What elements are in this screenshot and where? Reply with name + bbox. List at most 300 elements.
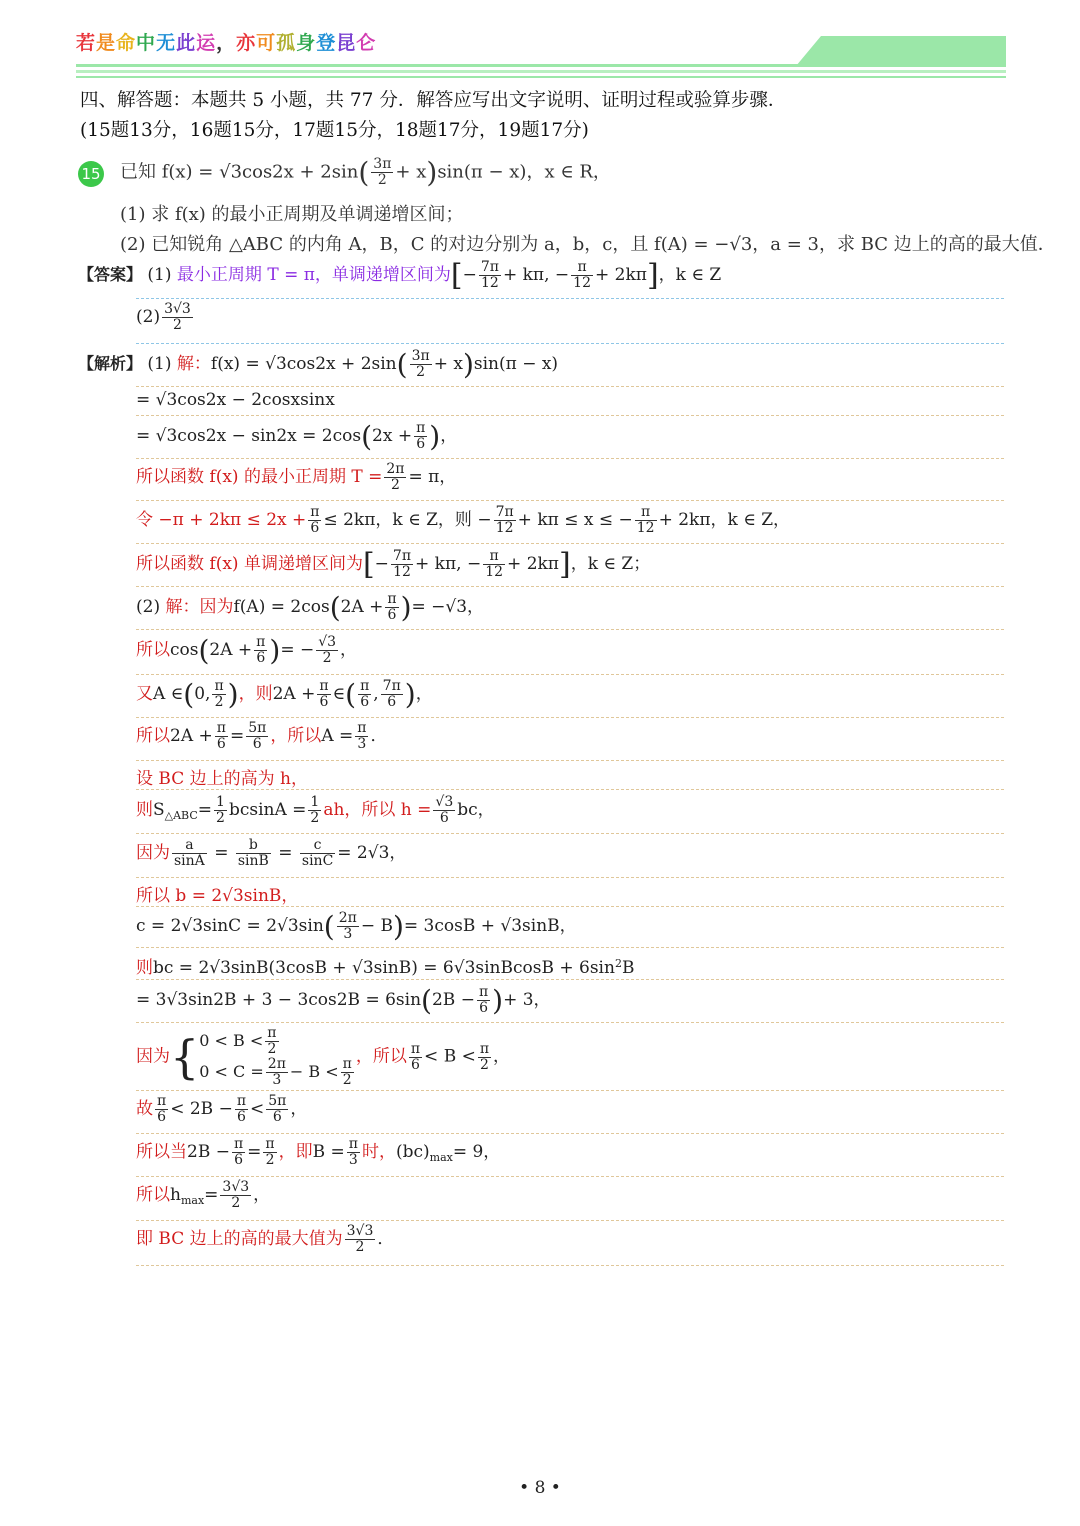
fraction-numerator: 3√3 bbox=[346, 1223, 374, 1239]
l9-g: ， bbox=[415, 684, 433, 704]
fraction-denominator: 6 bbox=[216, 736, 226, 752]
frac-pi-2 bbox=[212, 679, 225, 710]
fraction-numerator: π bbox=[214, 678, 224, 694]
fraction-denominator: 12 bbox=[636, 520, 655, 536]
fraction-numerator: π bbox=[387, 591, 397, 607]
frac-1-2 bbox=[214, 795, 227, 826]
l9-a: 又 bbox=[136, 684, 153, 704]
fraction-numerator: π bbox=[342, 1056, 352, 1072]
l6-a: 所以函数 f(x) 单调递增区间为 bbox=[136, 554, 363, 574]
l12-c: = bbox=[197, 800, 213, 820]
l3-c: ， bbox=[440, 426, 458, 446]
fraction-numerator: π bbox=[635, 505, 657, 521]
analysis-line-3: = √3cos2x − sin2x = 2cos(2x + $\frac{\pi}{6}$ )， bbox=[136, 420, 458, 453]
fraction-denominator: 2 bbox=[216, 810, 225, 826]
frac-pi-3 bbox=[355, 721, 368, 752]
fraction-denominator: 6 bbox=[410, 1056, 420, 1073]
fraction-numerator: π bbox=[267, 1025, 277, 1041]
frac-pi-2 bbox=[265, 1026, 278, 1057]
section-title bbox=[80, 86, 786, 146]
answer-1-end: + 2kπ bbox=[594, 265, 647, 285]
l6-d: ，k ∈ Z； bbox=[570, 554, 651, 574]
frac-3sqrt3-2 bbox=[220, 1180, 251, 1211]
slogan-char: 命 bbox=[116, 32, 137, 54]
slogan-char: 若 bbox=[76, 32, 97, 54]
divider bbox=[136, 1022, 1004, 1023]
l4-b: = π， bbox=[408, 467, 457, 487]
divider bbox=[136, 543, 1004, 544]
l22-a: 即 BC 边上的高的最大值为 bbox=[136, 1229, 343, 1249]
fraction-denominator: 6 bbox=[252, 736, 262, 752]
inequality-system bbox=[199, 1026, 356, 1088]
slogan-char: 此 bbox=[176, 32, 197, 54]
l7-b: 解：因为 bbox=[165, 597, 234, 617]
frac-pi-12 bbox=[571, 260, 593, 291]
l1-b: 解： bbox=[176, 354, 211, 374]
frac-1-2 bbox=[308, 795, 321, 826]
l15-b: − B bbox=[360, 916, 393, 936]
stmt-b: + x bbox=[395, 161, 427, 183]
fraction-numerator: 1 bbox=[310, 794, 320, 810]
l9-c: 0, bbox=[194, 684, 211, 704]
divider bbox=[136, 717, 1004, 718]
answer-1-prefix: (1) bbox=[147, 265, 172, 285]
analysis-line-19 bbox=[136, 1094, 307, 1125]
fraction-denominator: 6 bbox=[157, 1109, 167, 1125]
analysis-line-6: 所以函数 f(x) 单调递增区间为[− $\frac{7\pi}{12}$ + kπ, − $\frac{\pi}{12}$ + 2kπ]，k ∈ Z； bbox=[136, 547, 651, 582]
analysis-line-12 bbox=[136, 795, 495, 826]
l5-b: ≤ 2kπ，k ∈ Z，则 − bbox=[323, 510, 492, 530]
frac-pi-6 bbox=[155, 1094, 168, 1125]
answer-line-2 bbox=[136, 302, 195, 333]
l3-a: = √3cos2x − sin2x = 2cos bbox=[136, 426, 362, 446]
l19-b: < 2B − bbox=[170, 1099, 233, 1119]
divider bbox=[136, 386, 1004, 387]
divider bbox=[136, 1220, 1004, 1221]
fraction-denominator: 6 bbox=[387, 694, 397, 710]
analysis-line-7: (2) 解：因为f(A) = 2cos(2A + $\frac{\pi}{6}$ )= −√3， bbox=[136, 591, 485, 624]
frac-2pi-2 bbox=[384, 462, 406, 493]
fraction-denominator: 6 bbox=[256, 650, 266, 666]
l3-b: 2x + bbox=[372, 426, 413, 446]
l17-a: = 3√3sin2B + 3 − 3cos2B = 6sin bbox=[136, 990, 422, 1010]
l8-a: 所以 bbox=[136, 640, 170, 660]
frac-pi-6 bbox=[254, 635, 267, 666]
l15-c: = 3cosB + √3sinB， bbox=[403, 916, 577, 936]
analysis-line-14: 所以 b = 2√3sinB， bbox=[136, 886, 299, 906]
l6-b: + kπ, − bbox=[415, 554, 482, 574]
analysis-line-20 bbox=[136, 1137, 500, 1168]
fraction-numerator: 5π bbox=[268, 1093, 287, 1109]
fraction-numerator: π bbox=[416, 420, 426, 436]
analysis-line-11: 设 BC 边上的高为 h， bbox=[136, 769, 308, 789]
l8-c: 2A + bbox=[209, 640, 253, 660]
l20-c: = bbox=[247, 1142, 262, 1162]
fraction-denominator: 2 bbox=[377, 172, 387, 188]
answer-2-prefix: (2) bbox=[136, 307, 161, 327]
divider bbox=[136, 1133, 1004, 1134]
analysis-line-15: c = 2√3sinC = 2√3sin( $\frac{2\pi}{3}$ − B)= 3cosB + √3sinB， bbox=[136, 910, 577, 943]
fraction-denominator: 6 bbox=[319, 694, 329, 710]
l18-s2a: 0 < C = bbox=[199, 1062, 264, 1081]
divider bbox=[136, 906, 1004, 907]
analysis-line-5 bbox=[136, 505, 790, 536]
l16-c: B bbox=[621, 958, 635, 978]
l6-c: + 2kπ bbox=[507, 554, 559, 574]
fraction-denominator: sinC bbox=[301, 853, 334, 869]
fraction-denominator: 2 bbox=[355, 1239, 365, 1255]
slogan-char: 是 bbox=[96, 32, 117, 54]
analysis-line-9: 又A ∈(0, $\frac{\pi}{2}$ )，则2A + $\frac{\pi}{6}$ ∈( $\frac{\pi}{6}$ , $\frac{7\pi}{6}$ )， bbox=[136, 678, 433, 711]
fraction-numerator: π bbox=[236, 1093, 247, 1109]
fraction-denominator: 2 bbox=[416, 364, 426, 380]
fraction-denominator: 3 bbox=[357, 736, 367, 752]
analysis-line-21 bbox=[136, 1180, 270, 1211]
frac-sqrt3-6 bbox=[433, 795, 455, 826]
divider bbox=[136, 1176, 1004, 1177]
l9-d: ，则 bbox=[238, 684, 273, 704]
question-2: (2) 已知锐角 △ABC 的内角 A，B，C 的对边分别为 a，b，c，且 f(A) = −√3，a = 3，求 BC 边上的高的最大值． bbox=[120, 234, 1056, 255]
l16-b: bc = 2√3sinB(3cosB + √3sinB) = 6√3sinBcosB + 6sin bbox=[153, 958, 615, 978]
fraction-numerator: π bbox=[483, 549, 505, 565]
fraction-denominator: sinB bbox=[237, 853, 269, 869]
l18-s2b: − B < bbox=[289, 1062, 339, 1081]
slogan-char: 运 bbox=[196, 32, 217, 54]
fraction-denominator: 6 bbox=[439, 810, 449, 826]
l5-d: + 2kπ，k ∈ Z， bbox=[658, 510, 791, 530]
fraction-denominator: 2 bbox=[265, 1152, 275, 1168]
stmt-a: 已知 f(x) = √3cos2x + 2sin bbox=[120, 161, 359, 183]
fraction-numerator: π bbox=[310, 504, 320, 520]
answer-1-tail: ，k ∈ Z bbox=[658, 265, 722, 285]
fraction-numerator: 2π bbox=[386, 461, 405, 477]
frac-7pi-12 bbox=[494, 505, 516, 536]
l8-b: cos bbox=[170, 640, 199, 660]
l18-c: < B < bbox=[424, 1046, 476, 1067]
l18-d: ， bbox=[493, 1046, 511, 1067]
fraction-numerator: 7π bbox=[392, 548, 412, 564]
l9-e: 2A + bbox=[272, 684, 316, 704]
l1-c: f(x) = √3cos2x + 2sin bbox=[210, 354, 397, 374]
fraction-denominator: 2 bbox=[267, 1041, 277, 1057]
l20-e: B = bbox=[312, 1142, 345, 1162]
l10-b: 2A + bbox=[170, 726, 213, 746]
divider bbox=[136, 789, 1004, 790]
fraction-numerator: 3√3 bbox=[222, 1179, 250, 1195]
frac-sqrt3-2 bbox=[316, 635, 338, 666]
frac-c-sinC bbox=[300, 838, 335, 869]
divider bbox=[136, 833, 1004, 834]
l22-b: ． bbox=[377, 1229, 395, 1249]
l20-sub: max bbox=[429, 1151, 453, 1164]
fraction-numerator: √3 bbox=[435, 794, 454, 810]
frac-pi-12 bbox=[483, 549, 505, 580]
fraction-denominator: 2 bbox=[342, 1072, 352, 1088]
fraction-numerator: 3π bbox=[411, 348, 430, 364]
l21-b: h bbox=[170, 1185, 181, 1205]
l19-d: ， bbox=[290, 1099, 308, 1119]
l7-a: (2) bbox=[136, 597, 161, 617]
divider bbox=[136, 586, 1004, 587]
l21-c: = bbox=[204, 1185, 219, 1205]
divider bbox=[136, 1265, 1004, 1266]
answer-1-text: 最小正周期 T = π，单调递增区间为 bbox=[176, 265, 451, 285]
slogan-char: 昆 bbox=[336, 32, 357, 54]
stmt-c: sin(π − x)，x ∈ R， bbox=[437, 161, 611, 183]
frac-5pi-6 bbox=[266, 1094, 288, 1125]
frac-pi-2 bbox=[478, 1042, 491, 1073]
divider bbox=[136, 458, 1004, 459]
l10-c: = bbox=[229, 726, 245, 746]
frac-b-sinB bbox=[236, 838, 271, 869]
fraction-denominator: 6 bbox=[272, 1109, 282, 1125]
l15-a: c = 2√3sinC = 2√3sin bbox=[136, 916, 324, 936]
fraction-numerator: 7π bbox=[495, 504, 514, 520]
question-1: (1) 求 f(x) 的最小正周期及单调递增区间； bbox=[120, 204, 464, 225]
fraction-denominator: 2 bbox=[322, 650, 332, 666]
l20-d: ，即 bbox=[278, 1142, 313, 1162]
fraction-denominator: 2 bbox=[390, 477, 400, 493]
frac-3pi-2 bbox=[371, 157, 393, 188]
analysis-line-10 bbox=[136, 721, 387, 752]
answer-2-den: 2 bbox=[173, 317, 182, 333]
l8-e: ， bbox=[340, 640, 358, 660]
page-number: • 8 • bbox=[519, 1478, 561, 1498]
l19-c: < bbox=[250, 1099, 265, 1119]
frac-3pi-2 bbox=[410, 349, 432, 380]
fraction-denominator: 3 bbox=[272, 1072, 282, 1088]
fraction-denominator: 3 bbox=[348, 1152, 358, 1168]
section-title-line2: (15题13分，16题15分，17题15分，18题17分，19题17分) bbox=[80, 120, 589, 141]
divider bbox=[136, 343, 1004, 344]
l9-b: A ∈ bbox=[153, 684, 184, 704]
fraction-denominator: 6 bbox=[360, 694, 370, 710]
frac-7pi-12 bbox=[479, 260, 501, 291]
section-title-line1: 四、解答题：本题共 5 小题，共 77 分．解答应写出文字说明、证明过程或验算步骤． bbox=[80, 90, 787, 111]
fraction-numerator: 2π bbox=[267, 1056, 286, 1072]
analysis-line-13: 因为 $\frac{a}{\sin A}$ = $\frac{b}{\sin B}$ = $\frac{c}{\sin C}$ = 2√3， bbox=[136, 837, 407, 869]
frac-7pi-6 bbox=[381, 679, 403, 710]
l19-a: 故 bbox=[136, 1099, 153, 1119]
l18-s1a: 0 < B < bbox=[199, 1031, 264, 1050]
slogan-char: 无 bbox=[156, 32, 177, 54]
frac-pi-6 bbox=[358, 679, 371, 710]
frac-7pi-12 bbox=[391, 549, 413, 580]
divider bbox=[136, 760, 1004, 761]
frac-pi-6 bbox=[477, 985, 490, 1016]
l10-a: 所以 bbox=[136, 726, 170, 746]
fraction-denominator: 6 bbox=[236, 1109, 246, 1125]
fraction-denominator: 12 bbox=[393, 564, 411, 580]
answer-2-num: 3√3 bbox=[164, 301, 191, 317]
frac-2pi-3 bbox=[337, 911, 359, 942]
l12-e: ah，所以 h = bbox=[323, 800, 432, 820]
answer-line-1: 【答案】 (1) 最小正周期 T = π，单调递增区间为[− $\frac{7\pi}{12}$ + kπ, − $\frac{\pi}{12}$ + 2kπ]，k ∈ Z bbox=[78, 258, 722, 293]
fraction-numerator: π bbox=[157, 1093, 167, 1109]
header-decoration-band bbox=[76, 36, 1006, 82]
problem-number-badge: 15 bbox=[78, 161, 104, 187]
fraction-denominator: 2 bbox=[214, 694, 224, 710]
slogan-char: 可 bbox=[256, 32, 277, 54]
l20-h: = 9， bbox=[452, 1142, 501, 1162]
l12-f: bc， bbox=[457, 800, 495, 820]
fraction-numerator: π bbox=[478, 984, 489, 1000]
fraction-numerator: 7π bbox=[382, 678, 401, 694]
problem-statement: 已知 f(x) = √3cos2x + 2sin( $\frac{3\pi}{2}$ + x)sin(π − x)，x ∈ R， bbox=[120, 156, 611, 189]
fraction-denominator: 6 bbox=[387, 607, 397, 623]
frac-pi-6 bbox=[308, 505, 321, 536]
fraction-denominator: 2 bbox=[310, 810, 320, 826]
analysis-line-2: = √3cos2x − 2cosxsinx bbox=[136, 390, 335, 410]
frac-a-sinA bbox=[172, 838, 207, 869]
frac-pi-6 bbox=[409, 1042, 422, 1073]
divider bbox=[136, 298, 1004, 299]
answer-1-mid: + kπ, − bbox=[502, 265, 570, 285]
l17-c: + 3， bbox=[503, 990, 551, 1010]
l10-e: A = bbox=[321, 726, 354, 746]
analysis-tag: 【解析】 bbox=[78, 354, 143, 373]
divider bbox=[136, 629, 1004, 630]
slogan-char: ， bbox=[216, 32, 237, 54]
fraction-numerator: π bbox=[410, 1040, 421, 1057]
fraction-denominator: 12 bbox=[495, 520, 514, 536]
l9-f: ∈ bbox=[332, 684, 346, 704]
fraction-denominator: 6 bbox=[234, 1152, 244, 1168]
fraction-numerator: π bbox=[216, 720, 226, 736]
answer-2-fraction bbox=[162, 302, 193, 333]
fraction-denominator: 12 bbox=[485, 564, 504, 580]
l1-d: + x bbox=[433, 354, 463, 374]
analysis-line-22 bbox=[136, 1224, 394, 1255]
frac-pi-12 bbox=[635, 505, 657, 536]
divider bbox=[136, 947, 1004, 948]
l13-a: 因为 bbox=[136, 843, 170, 863]
fraction-numerator: 7π bbox=[480, 259, 499, 275]
frac-pi-2 bbox=[263, 1137, 276, 1168]
fraction-denominator: 6 bbox=[479, 1000, 489, 1016]
slogan-char: 中 bbox=[136, 32, 157, 54]
frac-pi-6 bbox=[385, 592, 398, 623]
l10-f: ． bbox=[370, 726, 388, 746]
l21-sub: max bbox=[180, 1194, 205, 1207]
analysis-line-16 bbox=[136, 953, 634, 978]
l5-a: 令 −π + 2kπ ≤ 2x + bbox=[136, 510, 307, 530]
fraction-denominator: 2 bbox=[231, 1195, 241, 1211]
analysis-line-17: = 3√3sin2B + 3 − 3cos2B = 6sin(2B − $\frac{\pi}{6}$ )+ 3， bbox=[136, 984, 551, 1017]
fraction-denominator: 12 bbox=[573, 275, 591, 291]
fraction-numerator: 5π bbox=[248, 720, 267, 736]
l7-d: 2A + bbox=[340, 597, 384, 617]
fraction-numerator: 3π bbox=[373, 156, 392, 172]
fraction-numerator: π bbox=[233, 1136, 244, 1152]
l4-a: 所以函数 f(x) 的最小正周期 T = bbox=[136, 467, 383, 487]
frac-5pi-6 bbox=[246, 721, 268, 752]
fraction-numerator: 2π bbox=[338, 910, 357, 926]
divider bbox=[136, 877, 1004, 878]
fraction-numerator: a bbox=[172, 838, 207, 854]
frac-pi-6 bbox=[414, 421, 427, 452]
l16-sup: 2 bbox=[614, 957, 622, 970]
l12-b: S bbox=[153, 800, 165, 820]
l16-a: 则 bbox=[136, 958, 153, 978]
frac-pi-3 bbox=[347, 1137, 360, 1168]
frac-pi-6 bbox=[235, 1094, 248, 1125]
analysis-line-1: 【解析】 (1) 解：f(x) = √3cos2x + 2sin( $\frac{3\pi}{2}$ + x)sin(π − x) bbox=[78, 348, 559, 381]
fraction-numerator: √3 bbox=[318, 634, 337, 650]
l8-d: = − bbox=[280, 640, 315, 660]
frac-3sqrt3-2 bbox=[345, 1224, 376, 1255]
frac-pi-6 bbox=[215, 721, 228, 752]
divider bbox=[136, 979, 1004, 980]
fraction-numerator: b bbox=[236, 838, 271, 854]
slogan-char: 孤 bbox=[276, 32, 297, 54]
l13-b: = 2√3， bbox=[337, 843, 407, 863]
l18-b: ，所以 bbox=[355, 1046, 407, 1067]
divider bbox=[136, 1090, 1004, 1091]
fraction-numerator: π bbox=[357, 720, 367, 736]
fraction-numerator: π bbox=[348, 1136, 358, 1152]
l21-a: 所以 bbox=[136, 1185, 170, 1205]
analysis-line-4 bbox=[136, 462, 456, 493]
slogan-char: 仑 bbox=[356, 32, 377, 54]
slogan-char: 登 bbox=[316, 32, 337, 54]
l12-d: bcsinA = bbox=[228, 800, 307, 820]
l20-b: 2B − bbox=[187, 1142, 230, 1162]
l20-f: 时， bbox=[361, 1142, 396, 1162]
divider bbox=[136, 674, 1004, 675]
l12-a: 则 bbox=[136, 800, 153, 820]
analysis-line-18: 因为{ 0 < B < $\frac{\pi}{2}$ 0 < C = $\frac{2\pi}{3}$ − B < $\frac{\pi}{2}$ ，所以 $\frac{\pi}{6}$ < B < $\frac{\pi}{2}$ ， bbox=[136, 1025, 511, 1088]
fraction-numerator: c bbox=[300, 838, 335, 854]
divider bbox=[136, 500, 1004, 501]
frac-2pi-3 bbox=[266, 1057, 288, 1088]
fraction-denominator: 6 bbox=[416, 436, 426, 452]
fraction-numerator: 1 bbox=[216, 794, 225, 810]
l5-c: + kπ ≤ x ≤ − bbox=[517, 510, 633, 530]
l21-d: ， bbox=[253, 1185, 271, 1205]
slogan-char: 身 bbox=[296, 32, 317, 54]
fraction-denominator: sinA bbox=[174, 853, 205, 869]
fraction-denominator: 6 bbox=[310, 520, 320, 536]
frac-pi-6 bbox=[317, 679, 330, 710]
fraction-denominator: 2 bbox=[479, 1056, 489, 1073]
fraction-denominator: 12 bbox=[481, 275, 499, 291]
divider bbox=[136, 415, 1004, 416]
l17-b: 2B − bbox=[431, 990, 475, 1010]
l7-e: = −√3， bbox=[411, 597, 485, 617]
frac-pi-2 bbox=[341, 1057, 354, 1088]
l7-c: f(A) = 2cos bbox=[233, 597, 330, 617]
l20-a: 所以当 bbox=[136, 1142, 187, 1162]
fraction-numerator: π bbox=[571, 260, 593, 276]
l1-e: sin(π − x) bbox=[473, 354, 559, 374]
fraction-numerator: π bbox=[265, 1136, 275, 1152]
analysis-line-8: 所以cos(2A + $\frac{\pi}{6}$ )= − $\frac{√3}{2}$ ， bbox=[136, 634, 358, 667]
l1-a: (1) bbox=[147, 354, 172, 374]
l20-g: (bc) bbox=[395, 1142, 430, 1162]
fraction-denominator: 3 bbox=[343, 926, 353, 942]
l10-d: ，所以 bbox=[270, 726, 322, 746]
slogan-char: 亦 bbox=[236, 32, 257, 54]
l12-sub: △ABC bbox=[164, 809, 198, 822]
fraction-numerator: π bbox=[319, 678, 329, 694]
frac-pi-6 bbox=[232, 1137, 245, 1168]
l18-a: 因为 bbox=[136, 1046, 170, 1067]
fraction-numerator: π bbox=[360, 678, 370, 694]
fraction-numerator: π bbox=[256, 634, 266, 650]
fraction-numerator: π bbox=[479, 1040, 490, 1057]
answer-tag: 【答案】 bbox=[78, 265, 143, 284]
